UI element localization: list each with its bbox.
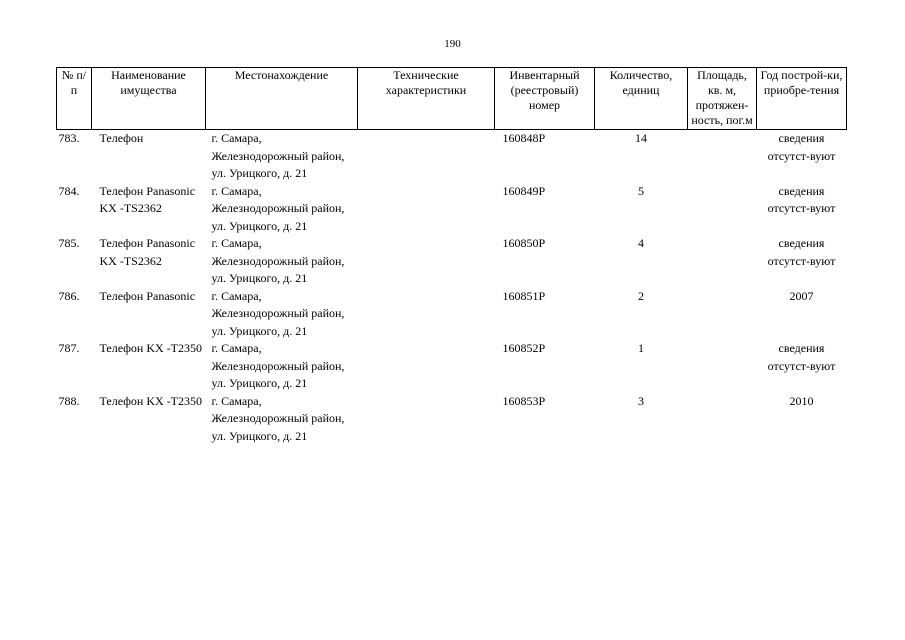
table-row: [57, 393, 847, 446]
row-tech: [358, 340, 495, 393]
row-year: 2010: [789, 393, 814, 408]
row-inventory: 160848Р: [502, 131, 546, 145]
row-number: 784.: [58, 183, 80, 198]
row-tech: [358, 288, 495, 341]
property-registry-table: [56, 67, 847, 445]
row-quantity: 2: [638, 288, 644, 303]
row-year: 2007: [789, 288, 814, 303]
row-location: г. Самара, Железнодорожный район, ул. Урицкого, д. 21: [211, 288, 345, 338]
row-number: 783.: [58, 131, 80, 145]
table-row: [57, 288, 847, 341]
header-quantity: Количество, единиц: [595, 68, 688, 130]
row-inventory: 160853Р: [502, 393, 546, 408]
row-number: 787.: [58, 341, 80, 355]
row-location: г. Самара, Железнодорожный район, ул. Урицкого, д. 21: [211, 183, 345, 233]
header-year: Год построй-ки, приобре-тения: [757, 68, 847, 130]
row-name: Телефон: [99, 131, 144, 145]
row-name: Телефон Panasonic KX -TS2362: [99, 183, 196, 215]
row-area: [688, 235, 757, 288]
row-area: [688, 393, 757, 446]
row-inventory: 160851Р: [502, 288, 546, 303]
row-year: сведения отсутст-вуют: [767, 341, 836, 373]
row-name: Телефон Panasonic: [99, 288, 196, 303]
row-quantity: 4: [638, 236, 644, 250]
row-location: г. Самара, Железнодорожный район, ул. Урицкого, д. 21: [211, 236, 345, 285]
table-row: [57, 235, 847, 288]
row-quantity: 5: [638, 183, 644, 198]
row-number: 785.: [58, 236, 80, 250]
header-inventory: Инвентарный (реестровый) номер: [495, 68, 595, 130]
row-name: Телефон Panasonic KX -TS2362: [99, 236, 196, 268]
row-name: Телефон KX -T2350: [99, 393, 203, 408]
header-name: Наименование имущества: [92, 68, 206, 130]
header-number: № п/п: [57, 68, 92, 130]
page-number: 190: [444, 38, 461, 50]
row-area: [688, 288, 757, 341]
header-location: Местонахождение: [206, 68, 358, 130]
header-tech: Технические характеристики: [358, 68, 495, 130]
row-quantity: 3: [638, 393, 644, 408]
table-row: [57, 340, 847, 393]
table-row: [57, 183, 847, 236]
table-row: [57, 130, 847, 183]
row-area: [688, 183, 757, 236]
row-area: [688, 340, 757, 393]
row-tech: [358, 183, 495, 236]
row-number: 786.: [58, 288, 80, 303]
row-quantity: 1: [638, 341, 644, 355]
row-year: сведения отсутст-вуют: [767, 131, 836, 163]
row-number: 788.: [58, 393, 80, 408]
row-name: Телефон KX -T2350: [99, 341, 203, 355]
table-header-row: [57, 68, 847, 130]
row-quantity: 14: [635, 131, 647, 145]
header-area: Площадь, кв. м, протяжен-ность, пог.м: [688, 68, 757, 130]
row-location: г. Самара, Железнодорожный район, ул. Урицкого, д. 21: [211, 393, 345, 443]
row-inventory: 160850Р: [502, 236, 546, 250]
row-year: сведения отсутст-вуют: [767, 183, 836, 215]
row-area: [688, 130, 757, 183]
row-location: г. Самара, Железнодорожный район, ул. Урицкого, д. 21: [211, 341, 345, 390]
row-location: г. Самара, Железнодорожный район, ул. Урицкого, д. 21: [211, 131, 345, 180]
row-tech: [358, 130, 495, 183]
row-year: сведения отсутст-вуют: [767, 236, 836, 268]
row-inventory: 160852Р: [502, 341, 546, 355]
row-tech: [358, 393, 495, 446]
row-tech: [358, 235, 495, 288]
row-inventory: 160849Р: [502, 183, 546, 198]
